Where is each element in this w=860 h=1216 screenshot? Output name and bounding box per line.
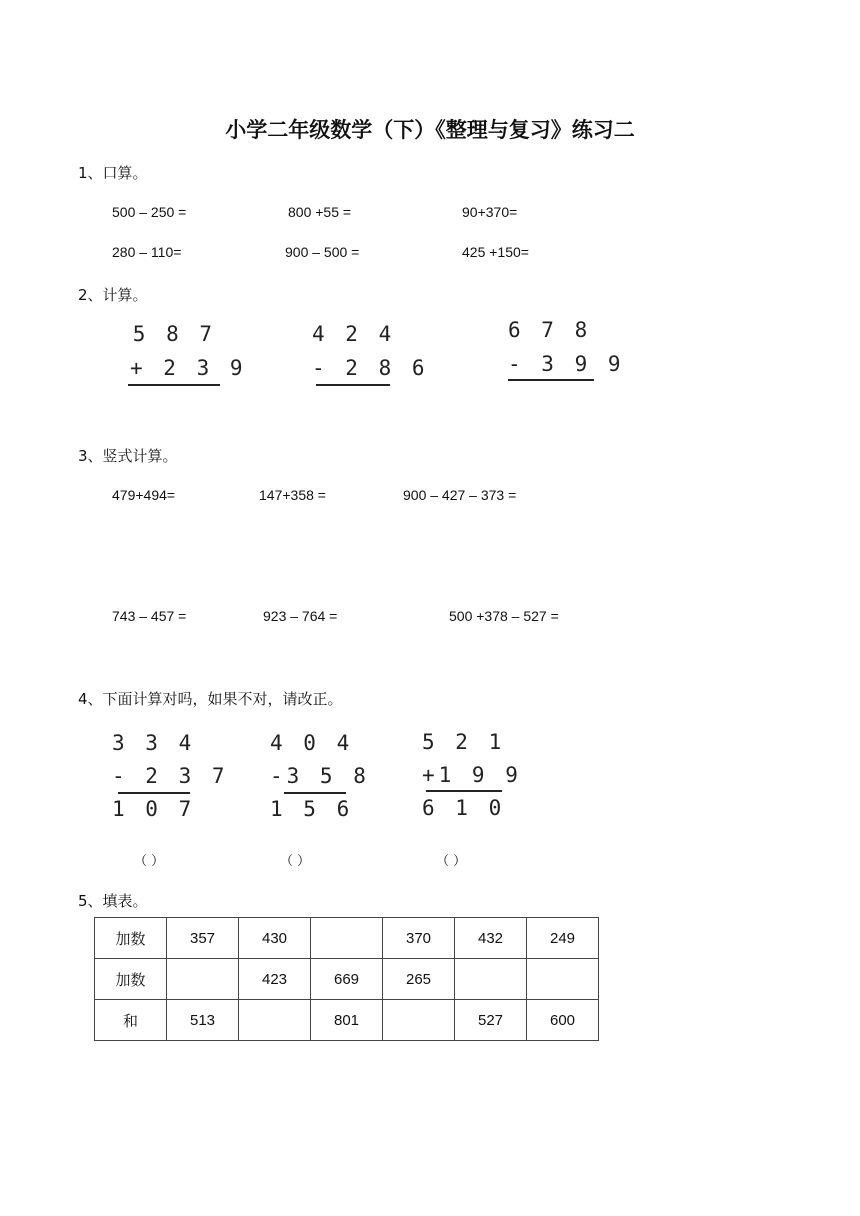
table-cell-blank[interactable] [239,1000,311,1041]
check-top-number: 4 0 4 [270,731,354,755]
oral-problem: 425 +150= [462,244,529,260]
vertical-rule [316,384,390,386]
vertical-bottom-number: + 2 3 9 [130,356,247,380]
vertical-top-number: 5 8 7 [132,322,216,346]
section-4-heading: 4、下面计算对吗，如果不对，请改正。 [78,690,343,708]
row-header: 和 [95,1000,167,1041]
check-rule [284,792,346,794]
section-2-heading: 2、计算。 [78,286,148,304]
table-cell: 430 [239,918,311,959]
table-row [95,918,599,959]
table-cell: 669 [311,959,383,1000]
table-cell-blank[interactable] [527,959,599,1000]
vertical-rule [508,379,594,381]
oral-problem: 90+370= [462,204,518,220]
table-cell: 265 [383,959,455,1000]
check-result: 1 0 7 [112,797,196,821]
check-result: 6 1 0 [422,796,506,820]
table-cell: 357 [167,918,239,959]
fill-in-table [94,917,599,1041]
vertical-top-number: 4 2 4 [312,322,396,346]
check-bottom-number: - 2 3 7 [112,764,229,788]
section-5-heading: 5、填表。 [78,892,148,910]
table-cell: 423 [239,959,311,1000]
answer-parentheses[interactable]: （ ） [280,854,311,869]
check-bottom-number: -3 5 8 [270,764,370,788]
check-rule [118,792,190,794]
oral-problem: 500 – 250 = [112,204,187,220]
column-calc-problem: 923 – 764 = [263,608,338,624]
column-calc-problem: 900 – 427 – 373 = [403,487,517,503]
answer-parentheses[interactable]: （ ） [134,854,165,869]
row-header: 加数 [95,959,167,1000]
section-3-heading: 3、竖式计算。 [78,447,178,465]
column-calc-problem: 479+494= [112,487,176,503]
table-cell: 801 [311,1000,383,1041]
vertical-bottom-number: - 3 9 9 [508,352,625,376]
table-cell-blank[interactable] [455,959,527,1000]
oral-problem: 800 +55 = [288,204,352,220]
column-calc-problem: 743 – 457 = [112,608,187,624]
vertical-bottom-number: - 2 8 6 [312,356,429,380]
table-row [95,959,599,1000]
check-rule [426,790,502,792]
table-cell: 370 [383,918,455,959]
table-cell-blank[interactable] [167,959,239,1000]
check-result: 1 5 6 [270,797,354,821]
section-1-heading: 1、口算。 [78,164,148,182]
vertical-rule [128,384,220,386]
table-cell: 527 [455,1000,527,1041]
table-cell-blank[interactable] [311,918,383,959]
check-bottom-number: +1 9 9 [422,763,522,787]
table-cell: 432 [455,918,527,959]
row-header: 加数 [95,918,167,959]
answer-parentheses[interactable]: （ ） [436,854,467,869]
oral-problem: 280 – 110= [112,244,182,260]
table-cell: 600 [527,1000,599,1041]
table-cell: 513 [167,1000,239,1041]
check-top-number: 5 2 1 [422,730,506,754]
table-cell-blank[interactable] [383,1000,455,1041]
check-top-number: 3 3 4 [112,731,196,755]
column-calc-problem: 500 +378 – 527 = [449,608,559,624]
table-row [95,1000,599,1041]
table-cell: 249 [527,918,599,959]
oral-problem: 900 – 500 = [285,244,360,260]
vertical-top-number: 6 7 8 [508,318,592,342]
column-calc-problem: 147+358 = [259,487,326,503]
page-title: 小学二年级数学（下）《整理与复习》练习二 [225,117,635,142]
